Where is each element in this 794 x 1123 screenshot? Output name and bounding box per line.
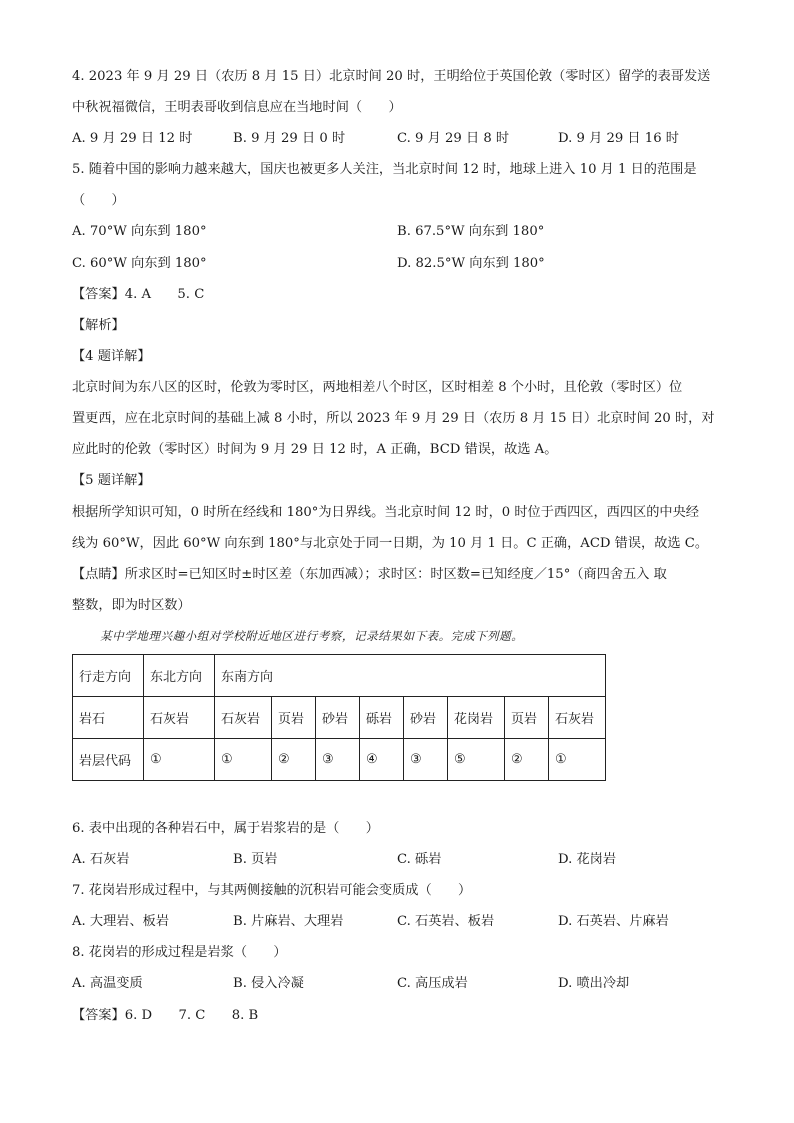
q6-option-b: B. 页岩	[233, 852, 278, 867]
q4-detail-label: 【4 题详解】	[72, 349, 151, 364]
table-cell: ③	[316, 739, 360, 781]
q4-option-c: C. 9 月 29 日 8 时	[397, 131, 510, 146]
q4-option-d: D. 9 月 29 日 16 时	[558, 131, 679, 146]
q7-stem: 7. 花岗岩形成过程中，与其两侧接触的沉积岩可能会变质成（ ）	[72, 883, 472, 898]
q5-stem-line1: 5. 随着中国的影响力越来越大，国庆也被更多人关注，当北京时间 12 时，地球上进入 10 月 1 日的范围是	[72, 162, 697, 177]
table-cell: 页岩	[505, 697, 549, 739]
q4-detail-line3: 应此时的伦敦（零时区）时间为 9 月 29 日 12 时，A 正确，BCD 错误，故选 A。	[72, 442, 558, 457]
q4-detail-line1: 北京时间为东八区的区时，伦敦为零时区，两地相差八个时区，区时相差 8 个小时，且伦敦（零时区）位	[72, 380, 683, 395]
table-intro: 某中学地理兴趣小组对学校附近地区进行考察，记录结果如下表。完成下列题。	[100, 629, 524, 643]
q8-stem: 8. 花岗岩的形成过程是岩浆（ ）	[72, 945, 287, 960]
q5-option-d: D. 82.5°W 向东到 180°	[397, 256, 545, 271]
table-row	[73, 697, 606, 739]
q5-detail-line2: 线为 60°W，因此 60°W 向东到 180°与北京处于同一日期，为 10 月 1 日。C 正确，ACD 错误，故选 C。	[72, 536, 709, 551]
table-cell: 页岩	[272, 697, 316, 739]
q5-stem-line2: （ ）	[72, 193, 125, 208]
q4-stem-line2: 中秋祝福微信，王明表哥收到信息应在当地时间（ ）	[72, 100, 402, 115]
q5-detail-line1: 根据所学知识可知，0 时所在经线和 180°为日界线。当北京时间 12 时，0 时位于西四区，西四区的中央经	[72, 505, 699, 520]
table-row	[73, 655, 606, 697]
tip-line1: 【点睛】所求区时=已知区时±时区差（东加西减）；求时区：时区数=已知经度／15°（商四舍五入 取	[72, 567, 667, 582]
q5-option-b: B. 67.5°W 向东到 180°	[397, 224, 545, 239]
q5-option-c: C. 60°W 向东到 180°	[72, 256, 207, 271]
table-cell: 花岗岩	[448, 697, 505, 739]
rock-table	[72, 654, 606, 781]
table-cell: 石灰岩	[144, 697, 215, 739]
q7-option-c: C. 石英岩、板岩	[397, 914, 495, 929]
table-row	[73, 739, 606, 781]
q4-detail-line2: 置更西，应在北京时间的基础上减 8 小时，所以 2023 年 9 月 29 日（农历 8 月 15 日）北京时间 20 时，对	[72, 411, 715, 426]
table-cell: 石灰岩	[215, 697, 272, 739]
table-cell: ②	[272, 739, 316, 781]
answer-4-5: 【答案】4. A 5. C	[72, 287, 205, 302]
table-cell: ①	[144, 739, 215, 781]
q7-option-b: B. 片麻岩、大理岩	[233, 914, 344, 929]
table-header-layer-code: 岩层代码	[73, 739, 144, 781]
table-cell: ③	[404, 739, 448, 781]
q5-option-a: A. 70°W 向东到 180°	[72, 224, 207, 239]
table-cell: 石灰岩	[549, 697, 606, 739]
table-cell: ②	[505, 739, 549, 781]
q7-option-d: D. 石英岩、片麻岩	[558, 914, 669, 929]
q6-option-d: D. 花岗岩	[558, 852, 617, 867]
table-header-direction: 行走方向	[73, 655, 144, 697]
q6-option-c: C. 砾岩	[397, 852, 442, 867]
q4-option-b: B. 9 月 29 日 0 时	[233, 131, 346, 146]
table-cell: ①	[215, 739, 272, 781]
q8-option-d: D. 喷出冷却	[558, 976, 630, 991]
q8-option-c: C. 高压成岩	[397, 976, 468, 991]
table-cell: ①	[549, 739, 606, 781]
answer-6-8: 【答案】6. D 7. C 8. B	[72, 1008, 259, 1023]
table-cell: ⑤	[448, 739, 505, 781]
q8-option-a: A. 高温变质	[72, 976, 143, 991]
table-cell-southeast: 东南方向	[215, 655, 606, 697]
q7-option-a: A. 大理岩、板岩	[72, 914, 170, 929]
q5-detail-label: 【5 题详解】	[72, 473, 151, 488]
q6-option-a: A. 石灰岩	[72, 852, 130, 867]
q8-option-b: B. 侵入冷凝	[233, 976, 304, 991]
table-cell: ④	[360, 739, 404, 781]
analysis-label: 【解析】	[72, 318, 125, 333]
tip-line2: 整数，即为时区数）	[72, 598, 191, 613]
table-header-rock: 岩石	[73, 697, 144, 739]
q6-stem: 6. 表中出现的各种岩石中，属于岩浆岩的是（ ）	[72, 821, 379, 836]
table-cell: 砂岩	[316, 697, 360, 739]
table-cell-northeast: 东北方向	[144, 655, 215, 697]
q4-stem-line1: 4. 2023 年 9 月 29 日（农历 8 月 15 日）北京时间 20 时，王明给位于英国伦敦（零时区）留学的表哥发送	[72, 69, 711, 84]
table-cell: 砂岩	[404, 697, 448, 739]
q4-option-a: A. 9 月 29 日 12 时	[72, 131, 193, 146]
table-cell: 砾岩	[360, 697, 404, 739]
